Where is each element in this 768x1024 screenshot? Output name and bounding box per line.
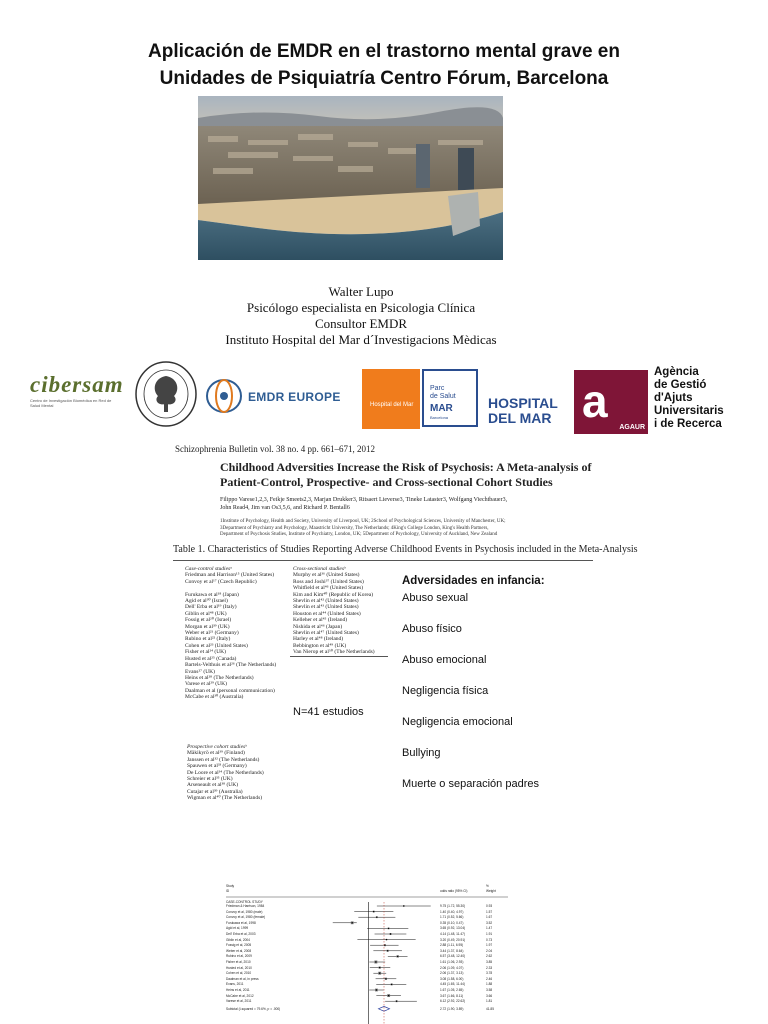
forest-study-label: Husted et al, 2010 xyxy=(226,965,252,970)
case-control-study: Heins et al²⁸ (The Netherlands) xyxy=(185,674,254,681)
forest-ci-label: 3.67 (1.66, 8.11) xyxy=(440,993,464,998)
forest-point xyxy=(388,995,389,996)
forest-subtotal-ci: 2.72 (1.90, 3.89) xyxy=(440,1006,464,1011)
slide-title xyxy=(0,38,768,92)
forest-point xyxy=(375,961,376,962)
cross-sectional-studies xyxy=(293,566,375,656)
prospective-study: De Loore et al³⁴ (The Netherlands) xyxy=(187,769,264,776)
author-role: Psicólogo especialista en Psicologia Clínica xyxy=(246,300,476,315)
forest-ci-label: 3.65 (0.92, 13.04) xyxy=(440,926,466,931)
forest-point xyxy=(386,939,387,940)
paper-affiliations xyxy=(220,519,520,539)
author-block xyxy=(0,284,722,348)
case-control-studies xyxy=(185,566,276,701)
case-control-study: Giblin et al⁴⁸ (UK) xyxy=(185,610,227,617)
forest-point xyxy=(376,917,377,918)
agaur-line5: i de Recerca xyxy=(654,418,722,430)
hospital-wordmark-line1: HOSPITAL xyxy=(488,395,558,411)
de-salut-text: de Salut xyxy=(430,393,456,400)
hospital-del-mar-logo xyxy=(362,369,420,429)
prospective-study: Wigman et al⁴⁰ (The Netherlands) xyxy=(187,795,263,802)
forest-point xyxy=(379,973,380,974)
forest-study-label: Friedman & Harrison, 1984 xyxy=(226,904,265,908)
forest-weight-label: 1.81 xyxy=(486,999,493,1004)
forest-subtotal-label: Subtotal (I-squared = 79.6%, p = .000) xyxy=(226,1006,281,1011)
forest-weight-label: 2.33 xyxy=(486,965,493,970)
adversity-item: Abuso emocional xyxy=(402,654,487,666)
forest-ci-label: 2.88 (1.11, 6.95) xyxy=(440,943,464,948)
forest-ci-label: 1.40 (0.40, 4.97) xyxy=(440,909,464,914)
slide-title-line2: Unidades de Psiquiatría Centro Fórum, Barcelona xyxy=(159,68,609,89)
case-control-study: Husted et al²⁵ (Canada) xyxy=(185,655,237,662)
paper-title xyxy=(220,460,591,490)
agaur-line1: Agència xyxy=(654,366,699,378)
forest-point xyxy=(396,1001,397,1002)
paper-affil-line1: 1Institute of Psychology, Health and Society, University of Liverpool, UK; 2School of Psychological Sciences, University of Manchester, UK; xyxy=(220,519,506,524)
case-control-study: Dell' Erba et al¹⁹ (Italy) xyxy=(185,604,237,611)
hospital-del-mar-wordmark xyxy=(488,396,568,430)
cross-sectional-study: Bebbington et al⁴⁹ (UK) xyxy=(293,642,347,649)
adversities-header: Adversidades en infancia: xyxy=(402,575,545,587)
forest-point xyxy=(379,967,380,968)
case-control-list xyxy=(185,572,276,700)
forest-header-study: Study xyxy=(226,884,235,888)
forest-weight-label: 1.91 xyxy=(486,932,493,936)
forest-weight-label: 3.78 xyxy=(486,971,493,976)
cross-sectional-list xyxy=(293,572,375,655)
forest-study-label: Daalman et al, in press xyxy=(226,976,259,981)
adversity-item: Abuso sexual xyxy=(402,592,469,604)
forest-study-label: Convoy et al, 1980 (female) xyxy=(226,915,266,920)
parc-de-salut-text xyxy=(430,385,456,401)
forest-weight-label: 1.67 xyxy=(486,915,493,920)
case-control-study: Evans²⁷ (UK) xyxy=(185,668,215,675)
forest-point xyxy=(351,922,352,923)
forest-plot-canvas xyxy=(226,884,508,1024)
forest-study-label: Varese et al, 2011 xyxy=(226,999,252,1004)
forest-ci-label: 0.35 (0.10, 0.47) xyxy=(440,920,464,925)
agaur-mark: a xyxy=(582,375,608,427)
table-caption: Table 1. Characteristics of Studies Reporting Adverse Childhood Events in Psychosis included in the Meta-Analysis xyxy=(173,544,638,555)
emdr-europe-text: EMDR EUROPE xyxy=(248,390,341,404)
case-control-study: Furukawa et al¹⁸ (Japan) xyxy=(185,591,239,598)
forest-ci-label: 4.45 (1.65, 11.44) xyxy=(440,982,465,987)
case-control-study: McCabe et al³⁰ (Australia) xyxy=(185,694,244,701)
forest-ci-label: 1.61 (1.06, 2.93) xyxy=(440,960,464,964)
forest-weight-label: 3.58 xyxy=(486,988,493,992)
seal-icon xyxy=(134,360,198,428)
case-control-study: Weber et al²¹ (Germany) xyxy=(185,630,239,637)
forest-ci-label: 4.14 (1.48, 11.47) xyxy=(440,932,465,936)
case-control-study: Rubino et al²² (Italy) xyxy=(185,636,231,643)
parc-text: Parc xyxy=(430,385,445,392)
forest-point xyxy=(391,984,392,985)
hospital-del-mar-text: Hospital del Mar xyxy=(370,402,414,408)
forest-weight-label: 1.97 xyxy=(486,943,493,948)
table-rule xyxy=(173,560,593,561)
paper-affil-line2: 3Department of Psychiatry and Psychology, Maastricht University, The Netherlands; 4King's College London, King's Health Partners, xyxy=(220,525,489,531)
forest-study-label: Rubino et al, 2009 xyxy=(226,954,252,959)
cross-sectional-header: Cross-sectional studiesᵇ xyxy=(293,566,346,572)
forest-point xyxy=(385,978,386,979)
prospective-study: Janssen et al³² (The Netherlands) xyxy=(187,756,260,763)
forest-weight-label: 0.93 xyxy=(486,904,493,908)
forest-study-label: McCabe et al, 2012 xyxy=(226,993,254,998)
case-control-header: Case-control studiesᵃ xyxy=(185,566,233,572)
forest-study-label: Weber et al, 2008 xyxy=(226,948,252,953)
prospective-study: Mäkikyrö et al³⁹ (Finland) xyxy=(187,750,245,757)
cross-sectional-study: Nishida et al⁴⁶ (Japan) xyxy=(293,623,343,630)
cross-sectional-study: Whitfield et al⁴⁶ (United States) xyxy=(293,585,364,592)
cross-sectional-study: Shevlin et al⁴³ (United States) xyxy=(293,604,359,611)
forest-section-label: CASE-CONTROL STUDY xyxy=(226,900,263,904)
emdr-europe-logo xyxy=(204,378,354,414)
forest-point xyxy=(403,905,404,906)
forest-ci-label: 2.06 (1.37, 3.13) xyxy=(440,971,464,976)
forest-ci-label: 6.12 (2.92, 22.62) xyxy=(440,999,466,1004)
paper-journal: Schizophrenia Bulletin vol. 38 no. 4 pp. 661–671, 2012 xyxy=(175,444,375,454)
forest-header-weight: Weight xyxy=(486,889,496,893)
forest-header-pct: % xyxy=(486,884,489,888)
cibersam-logo xyxy=(30,372,122,422)
adversity-item: Muerte o separación padres xyxy=(402,778,539,790)
prospective-study: Arseneault et al³⁸ (UK) xyxy=(187,782,239,789)
forest-study-label: Evans, 2011 xyxy=(226,982,244,987)
forest-weight-label: 1.47 xyxy=(486,926,493,931)
forest-point xyxy=(397,956,398,957)
prospective-study: Cutajar et al³⁹ (Australia) xyxy=(187,788,243,795)
forest-subtotal-weight: 41.85 xyxy=(486,1006,494,1011)
paper-title-line2: Patient-Control, Prospective- and Cross-sectional Cohort Studies xyxy=(220,475,553,489)
author-name: Walter Lupo xyxy=(328,284,394,299)
forest-header-or: odds ratio (95% CI) xyxy=(440,889,468,893)
case-control-study: Fisher et al²⁴ (UK) xyxy=(185,649,226,656)
forest-study-label: Convoy et al, 1980 (male) xyxy=(226,909,263,914)
hospital-wordmark-line2: DEL MAR xyxy=(488,410,552,426)
forest-point xyxy=(376,989,377,990)
case-control-study: Convoy et al¹⁷ (Czech Republic) xyxy=(185,578,257,585)
forest-weight-label: 2.04 xyxy=(486,948,493,953)
n-studies: N=41 estudios xyxy=(293,706,364,718)
cross-sectional-study: Ross and Joshi³⁷ (United States) xyxy=(293,578,364,585)
forest-study-label: Furukawa et al, 1998 xyxy=(226,920,256,925)
paper-authors xyxy=(220,496,520,512)
cross-sectional-study: Shevlin et al⁴⁷ (United States) xyxy=(293,630,359,637)
adversity-item: Abuso físico xyxy=(402,623,462,635)
case-control-study: Agid et al³⁰ (Israel) xyxy=(185,598,228,605)
barcelona-aerial-photo xyxy=(198,96,503,260)
agaur-logo xyxy=(574,370,648,434)
forest-point xyxy=(390,933,391,934)
forest-study-label: Fisher et al, 2010 xyxy=(226,960,251,964)
agaur-line3: d'Ajuts xyxy=(654,392,693,404)
adversity-item: Negligencia física xyxy=(402,685,489,697)
cibersam-logo-text: cibersam xyxy=(30,372,124,397)
cross-sectional-study: Murphy et al³⁶ (United States) xyxy=(293,572,360,579)
cross-sectional-study: Houston et al⁴⁴ (United States) xyxy=(293,610,361,617)
case-control-study: Daalman et al (personal communication) xyxy=(185,687,275,694)
case-control-study: Friedman and Harrison¹⁵ (United States) xyxy=(185,572,275,579)
forest-point xyxy=(373,911,374,912)
emdr-globe-icon xyxy=(204,378,244,414)
cross-sectional-study: Shevlin et al⁴² (United States) xyxy=(293,598,359,605)
forest-header-id: ID xyxy=(226,889,230,893)
forest-ci-label: 1.67 (1.05, 2.65) xyxy=(440,988,464,992)
forest-plot xyxy=(226,884,508,1024)
agaur-line4: Universitaris xyxy=(654,405,724,417)
forest-weight-label: 2.46 xyxy=(486,976,493,981)
cross-sectional-study: Van Nierop et al⁵⁰ (The Netherlands) xyxy=(293,649,375,656)
paper-authors-line1: Filippo Varese1,2,3, Feikje Smeets2,3, Marjan Drukker3, Ritsaert Lieverse3, Tineke Lataster3, Wolfgang Viechtbauer3, xyxy=(220,497,508,503)
forest-ci-label: 9.75 (1.72, 55.30) xyxy=(440,904,466,908)
adversity-item: Negligencia emocional xyxy=(402,716,513,728)
cross-sectional-study: Harley et al⁴⁸ (Ireland) xyxy=(293,636,344,643)
agaur-name xyxy=(654,366,754,431)
forest-ci-label: 1.71 (0.52, 5.66) xyxy=(440,915,464,920)
forest-weight-label: 3.85 xyxy=(486,960,493,964)
forest-weight-label: 1.57 xyxy=(486,909,493,914)
emdr-espana-seal xyxy=(134,360,198,428)
mar-text: MAR xyxy=(430,403,453,414)
author-role-emdr: Consultor EMDR xyxy=(314,316,408,331)
forest-weight-label: 2.62 xyxy=(486,954,493,959)
forest-point xyxy=(388,928,389,929)
forest-ci-label: 6.57 (3.48, 12.40) xyxy=(440,954,466,959)
forest-point xyxy=(387,950,388,951)
cross-sectional-study: Kim and Kim⁴⁰ (Republic of Korea) xyxy=(293,591,374,598)
parc-de-salut-mar-logo xyxy=(422,369,478,427)
barcelona-aerial-illustration xyxy=(198,96,503,260)
forest-study-label: Fossig et al, 2005 xyxy=(226,943,252,948)
forest-study-label: Agid et al, 1999 xyxy=(226,926,249,931)
paper-title-line1: Childhood Adversities Increase the Risk of Psychosis: A Meta-analysis of xyxy=(220,460,592,474)
cibersam-logo-subtitle: Centro de Investigación Biomédica en Red de Salud Mental xyxy=(30,398,112,408)
cross-sectional-rule xyxy=(290,656,388,657)
cross-sectional-study: Kelleher et al⁴⁵ (Ireland) xyxy=(293,617,348,624)
forest-study-label: Giblin et al, 2004 xyxy=(226,937,250,942)
paper-authors-line2: John Read4, Jim van Os3,5,6, and Richard P. Bentall6 xyxy=(220,505,350,511)
forest-weight-label: 0.73 xyxy=(486,937,493,942)
forest-study-label: Heins et al, 2011 xyxy=(226,988,250,992)
case-control-study: Bartels-Velthuis et al²⁶ (The Netherlands) xyxy=(185,662,277,669)
case-control-study: Cohen et al²³ (United States) xyxy=(185,642,248,649)
logos-row xyxy=(0,360,768,440)
forest-point xyxy=(384,945,385,946)
paper-affil-line3: Department of Psychosis Studies, Institute of Psychiatry, London, UK; 5Department of Psychology, University of Auckland, New Zealand xyxy=(220,532,498,537)
prospective-studies xyxy=(187,744,264,802)
forest-ci-label: 3.08 (1.58, 6.00) xyxy=(440,976,464,981)
forest-study-label: Dell' Erba et al, 2003 xyxy=(226,932,256,936)
forest-ci-label: 2.06 (1.09, 4.07) xyxy=(440,965,464,970)
forest-study-label: Cohen et al, 2010 xyxy=(226,971,252,976)
prospective-study: Schreier et al³⁵ (UK) xyxy=(187,776,233,783)
forest-ci-label: 3.44 (1.37, 8.64) xyxy=(440,948,464,953)
adversity-item: Bullying xyxy=(402,747,441,759)
prospective-header: Prospective cohort studiesᵇ xyxy=(187,744,247,750)
case-control-study: Fossig et al²⁰ (Israel) xyxy=(185,617,232,624)
prospective-list xyxy=(187,750,264,801)
agaur-small-text: AGAUR xyxy=(619,424,645,431)
adversities-items xyxy=(402,592,545,809)
forest-weight-label: 3.66 xyxy=(486,993,493,998)
forest-weight-label: 3.52 xyxy=(486,920,493,925)
case-control-study: Varese et al²⁹ (UK) xyxy=(185,681,227,688)
slide-title-line1: Aplicación de EMDR en el trastorno mental grave en xyxy=(148,41,620,62)
agaur-line2: de Gestió xyxy=(654,379,707,391)
adversities-list xyxy=(402,575,545,809)
forest-ci-label: 3.20 (0.49, 20.91) xyxy=(440,937,466,942)
author-institution: Instituto Hospital del Mar d´Investigacions Mèdicas xyxy=(225,332,497,347)
prospective-study: Spauwen et al³³ (Germany) xyxy=(187,763,247,770)
case-control-study: Morgan et al³⁹ (UK) xyxy=(185,623,230,630)
forest-weight-label: 1.88 xyxy=(486,982,493,987)
barcelona-text: Barcelona xyxy=(430,415,449,420)
